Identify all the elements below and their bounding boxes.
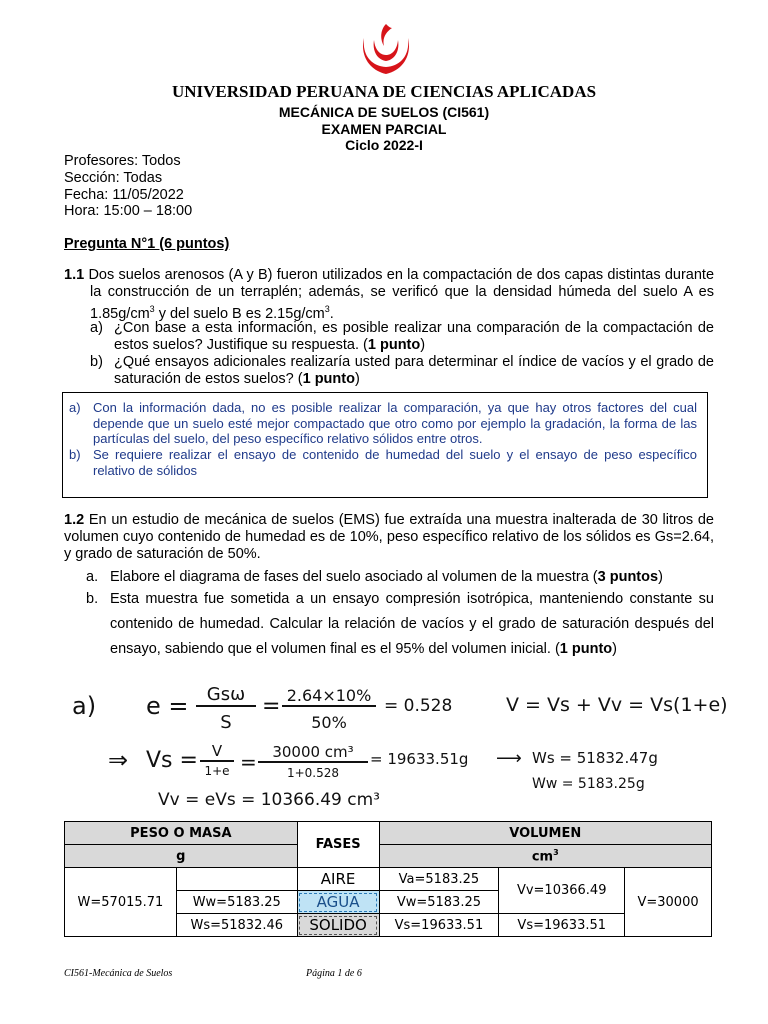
q12-b-text: Esta muestra fue sometida a un ensayo compresión isotrópica, manteniendo constante su contenido de humedad. Calcular la relación de vacíos y el grado de saturación después del ensayo, sabiendo que el volumen final es el 95% del volumen inicial. (: [110, 591, 714, 657]
course-title: MECÁNICA DE SUELOS (CI561): [278, 104, 490, 120]
q11-a-label: a): [90, 320, 103, 336]
header-peso: PESO O MASA: [65, 822, 298, 845]
header-fases: FASES: [297, 822, 379, 868]
hand-arrow: ⇒: [108, 746, 129, 774]
answer-b-text: Se requiere realizar el ensayo de contenido de humedad del suelo y el ensayo de peso específico relativo de sólidos: [93, 447, 697, 478]
meta-hora: Hora: 15:00 – 18:00: [64, 203, 193, 219]
answer-b-label: b): [69, 447, 81, 462]
hand-label-a: a): [72, 692, 97, 720]
unit-volumen: [379, 845, 711, 868]
hand-vs-den-2: 1+0.528: [286, 766, 340, 780]
hand-ws: Ws = 51832.47g: [532, 749, 658, 767]
cell-va: Va=5183.25: [379, 868, 499, 891]
hand-e-result: = 0.528: [384, 696, 453, 716]
q12-a-close: ): [658, 569, 663, 585]
phase-aire: AIRE: [297, 868, 379, 891]
cell-ws: Ws=51832.46: [176, 914, 297, 937]
q11-a-close: ): [420, 337, 426, 353]
footer-page: Página 1 de 6: [306, 968, 362, 979]
unit-vol-text: cm: [531, 849, 554, 865]
phase-solido: SOLIDO: [297, 914, 379, 937]
q12-a-text: Elabore el diagrama de fases del suelo asociado al volumen de la muestra (: [110, 569, 598, 585]
cell-vs-2: Vs=19633.51: [499, 914, 625, 937]
q11-b-label: b): [90, 354, 103, 370]
cell-w: W=57015.71: [65, 868, 177, 937]
q11-text: Dos suelos arenosos (A y B) fueron utilizados en la compactación de dos capas distintas durante la construcción de un terraplén; además, se verificó que la densidad húmeda del suelo A es 1.85g/cm: [88, 267, 715, 322]
footer-course: CI561-Mecánica de Suelos: [64, 968, 173, 979]
q11-period: .: [329, 305, 334, 322]
answer-a-label: a): [69, 400, 81, 415]
cell-ww: Ww=5183.25: [176, 891, 297, 914]
q11-number: 1.1: [64, 267, 85, 283]
hand-vs-num-2: 30000 cm³: [258, 743, 368, 763]
hand-vs-result: = 19633.51g: [370, 750, 469, 768]
answer-box: [62, 392, 708, 498]
q12-b-points: 1 punto: [559, 641, 613, 657]
cell-vw: Vw=5183.25: [379, 891, 499, 914]
cell-v: V=30000: [625, 868, 712, 937]
q11-sup-a: 3: [149, 304, 155, 314]
hand-vs-eq: Vs =: [146, 748, 198, 773]
answer-a: [69, 400, 697, 447]
q11-b-points: 1 punto: [302, 371, 355, 387]
hand-eq-2: =: [240, 750, 257, 774]
q12-text: En un estudio de mecánica de suelos (EMS) fue extraída una muestra inalterada de 30 litros de volumen cuyo contenido de humedad es de 10%, peso específico relativo de los sólidos es Gs=2.64, y grado de saturación de 50%.: [64, 512, 714, 562]
hand-e-den: S: [220, 712, 232, 733]
hand-v-eq: V = Vs + Vv = Vs(1+e): [506, 694, 728, 716]
question-1-2: [64, 512, 714, 563]
question-1-2-a: [86, 569, 714, 586]
hand-arrow-2: ⟶: [496, 748, 522, 769]
q12-b-close: ): [612, 641, 617, 657]
exam-title: EXAMEN PARCIAL: [321, 121, 447, 137]
cell-empty: [176, 868, 297, 891]
unit-peso: g: [65, 845, 298, 868]
q12-a-label: a.: [86, 569, 99, 585]
hand-e-eq: e =: [146, 692, 189, 720]
phase-table: [64, 821, 712, 937]
unit-vol-sup: 3: [553, 847, 559, 857]
hand-vs-num: V: [200, 742, 234, 762]
question-1-2-b: [86, 587, 714, 662]
hand-eq-1: =: [262, 694, 281, 719]
upc-logo: [356, 20, 416, 82]
q11-text-2: y del suelo B es 2.15g/cm: [154, 305, 325, 322]
q12-b-label: b.: [86, 591, 99, 607]
hand-e-num-2: 2.64×10%: [282, 686, 376, 707]
hand-e-num: Gsω: [196, 684, 256, 707]
phase-agua: AGUA: [297, 891, 379, 914]
q11-sup-b: 3: [324, 304, 330, 314]
answer-a-text: Con la información dada, no es posible realizar la comparación, ya que hay otros factores del cual depende que un suelo esté mejor compactado que otro como por ejemplo la gradación, la forma de las partículas del suelo, del peso específico relativo sólidos entre otros.: [93, 400, 697, 446]
question-1-title: Pregunta N°1 (6 puntos): [64, 236, 230, 252]
q11-b-text: ¿Qué ensayos adicionales realizaría usted para determinar el índice de vacíos y el grado de saturación de estos suelos? (: [114, 354, 714, 387]
question-1-1: [64, 267, 714, 323]
q12-a-points: 3 puntos: [597, 569, 659, 585]
answer-b: [69, 447, 697, 478]
meta-seccion: Sección: Todas: [64, 170, 163, 186]
meta-fecha: Fecha: 11/05/2022: [64, 187, 184, 203]
q11-a-text: ¿Con base a esta información, es posible realizar una comparación de la compactación de estos suelos? Justifique su respuesta. (: [114, 320, 714, 353]
q12-number: 1.2: [64, 512, 85, 528]
q11-a-points: 1 punto: [367, 337, 421, 353]
hand-ww: Ww = 5183.25g: [532, 776, 645, 792]
cell-vv: Vv=10366.49: [499, 868, 625, 914]
question-1-1-a: [90, 320, 714, 354]
header-volumen: VOLUMEN: [379, 822, 711, 845]
university-name: UNIVERSIDAD PERUANA DE CIENCIAS APLICADAS: [171, 82, 597, 101]
hand-vv: Vv = eVs = 10366.49 cm³: [158, 790, 380, 810]
meta-profesores: Profesores: Todos: [64, 153, 181, 169]
question-1-1-b: [90, 354, 714, 388]
hand-vs-den: 1+e: [204, 764, 230, 778]
cycle-title: Ciclo 2022-I: [345, 137, 423, 153]
hand-e-den-2: 50%: [311, 713, 347, 732]
cell-vs: Vs=19633.51: [379, 914, 499, 937]
q11-b-close: ): [354, 371, 360, 387]
